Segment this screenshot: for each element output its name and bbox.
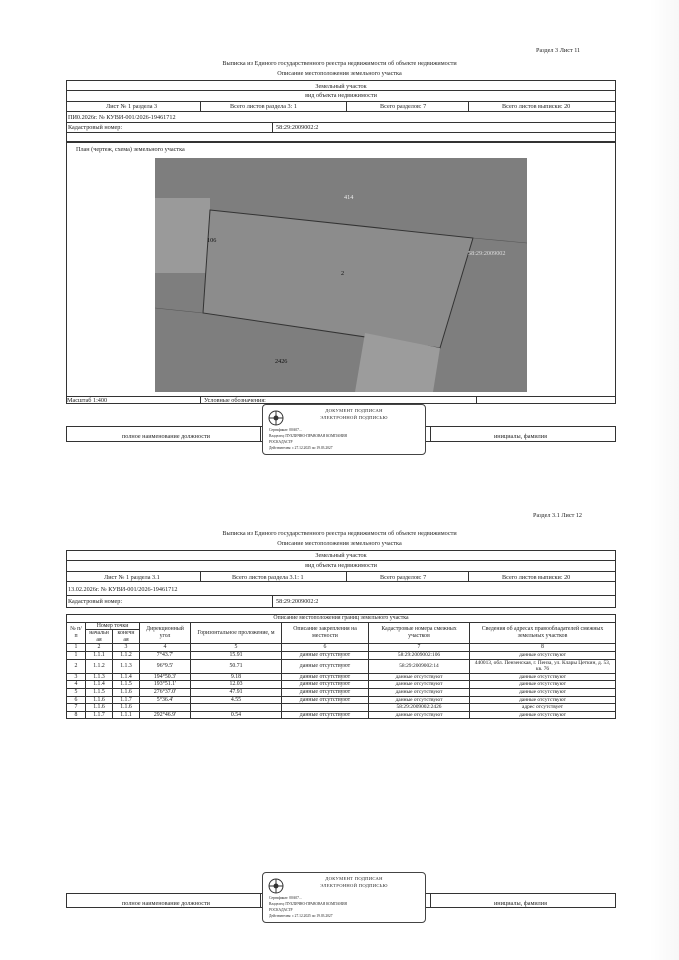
table-cell: 7°43.7' xyxy=(140,651,191,659)
table-cell: 58:29:2009002:106 xyxy=(369,651,470,659)
header-length: Горизонтальное проложение, м xyxy=(191,622,282,644)
col-number: 3 xyxy=(113,644,140,652)
col-number: 6 xyxy=(282,644,369,652)
table-row xyxy=(67,659,616,673)
emblem-icon xyxy=(268,878,284,894)
stamp-certificate: Сертификат: 00A07... xyxy=(269,896,302,900)
table-cell: 12.03 xyxy=(191,681,282,689)
table-cell: 1.1.3 xyxy=(86,673,113,681)
page-subtitle: Описание местоположения земельного участка xyxy=(277,70,402,77)
header-point-no: Номер точки xyxy=(86,622,140,630)
table-cell: данные отсутствуют xyxy=(470,688,616,696)
stamp-owner-2: РОСКАДАСТР xyxy=(269,908,293,912)
table-cell: 5°36.4' xyxy=(140,696,191,704)
stamp-heading-2: ЭЛЕКТРОННОЙ ПОДПИСЬЮ xyxy=(320,883,388,888)
table-cell: 276°37.0' xyxy=(140,688,191,696)
footer-position-label-2: полное наименование должности xyxy=(122,900,210,907)
stamp-heading-1: ДОКУМЕНТ ПОДПИСАН xyxy=(325,876,383,881)
table-cell: 2 xyxy=(67,659,86,673)
sheet-no: Лист № 1 раздела 3 xyxy=(106,103,158,110)
table-cell: 1.1.1 xyxy=(113,711,140,719)
table-cell: 1.1.2 xyxy=(86,659,113,673)
table-cell: 1.1.7 xyxy=(86,711,113,719)
table-cell: данные отсутствуют xyxy=(470,681,616,689)
table-title: Описание местоположения границ земельного участка xyxy=(67,615,616,623)
table-cell: данные отсутствуют xyxy=(369,696,470,704)
plan-label-top: 414 xyxy=(344,194,354,201)
table-row xyxy=(67,696,616,704)
stamp-owner: Владелец: ПУБЛИЧНО-ПРАВОВАЯ КОМПАНИЯ xyxy=(269,902,347,906)
doc-date-number: ПИ0.2026г. № КУВИ-001/2026-19461712 xyxy=(68,114,176,121)
table-cell: данные отсутствуют xyxy=(282,696,369,704)
table-cell: 193°51.1' xyxy=(140,681,191,689)
cadastral-number: 58:29:2009002:2 xyxy=(276,124,319,131)
table-cell: 1.1.6 xyxy=(113,704,140,712)
header-fixing: Описание закрепления на местности xyxy=(282,622,369,644)
table-cell: 1.1.6 xyxy=(86,696,113,704)
table-cell: 1 xyxy=(67,651,86,659)
table-cell: 194°50.3' xyxy=(140,673,191,681)
header-angle: Дирекционный угол xyxy=(140,622,191,644)
plan-label-bottom: 2426 xyxy=(275,358,288,365)
legend-label: Условные обозначения: xyxy=(204,397,266,404)
table-row xyxy=(67,704,616,712)
table-cell: данные отсутствуют xyxy=(470,673,616,681)
table-cell: 1.1.1 xyxy=(86,651,113,659)
table-cell: 47.91 xyxy=(191,688,282,696)
table-cell: 96°9.5' xyxy=(140,659,191,673)
table-cell: 3 xyxy=(67,673,86,681)
table-cell xyxy=(140,704,191,712)
header-owners: Сведения об адресах правообладателей смежных земельных участков xyxy=(470,622,616,644)
scan-edge-shadow xyxy=(649,0,679,960)
table-cell: 7 xyxy=(67,704,86,712)
table-cell: 1.1.5 xyxy=(113,681,140,689)
table-cell xyxy=(191,704,282,712)
table-cell: данные отсутствуют xyxy=(369,681,470,689)
table-cell: 50.71 xyxy=(191,659,282,673)
table-row xyxy=(67,688,616,696)
table-body xyxy=(67,651,616,718)
header-no: № п/п xyxy=(67,622,86,644)
total-sheets-section-2: Всего листов раздела 3.1: 1 xyxy=(232,574,304,581)
table-cell: данные отсутствуют xyxy=(282,681,369,689)
table-cell: 5 xyxy=(67,688,86,696)
col-number: 4 xyxy=(140,644,191,652)
page-subtitle-2: Описание местоположения земельного участка xyxy=(277,540,402,547)
total-sheets-2: Всего листов выписки: 20 xyxy=(502,574,571,581)
stamp-validity: Действителен: с 27.12.2025 по 19.03.2027 xyxy=(269,914,333,918)
table-cell: 9.18 xyxy=(191,673,282,681)
table-cell: данные отсутствуют xyxy=(282,673,369,681)
plan-label-center: 2 xyxy=(341,270,345,277)
cadastral-label-2: Кадастровый номер: xyxy=(68,598,123,605)
sheet-no-2: Лист № 1 раздела 3.1 xyxy=(104,574,160,581)
table-cell: данные отсутствуют xyxy=(470,711,616,719)
total-sections: Всего разделов: 7 xyxy=(380,103,427,110)
table-cell: данные отсутствуют xyxy=(282,659,369,673)
table-cell: 1.1.2 xyxy=(113,651,140,659)
table-row xyxy=(67,681,616,689)
doc-date-number-2: 13.02.2026г. № КУВИ-001/2026-19461712 xyxy=(68,586,178,593)
page-title-2: Выписка из Единого государственного реестра недвижимости об объекте недвижимости xyxy=(222,530,457,537)
object-type-caption: вид объекта недвижимости xyxy=(305,92,377,99)
column-numbers-row xyxy=(67,644,616,652)
table-cell: 1.1.4 xyxy=(86,681,113,689)
footer-position-label: полное наименование должности xyxy=(122,433,210,440)
table-cell: 4 xyxy=(67,681,86,689)
table-cell: 1.1.6 xyxy=(113,688,140,696)
table-cell: данные отсутствуют xyxy=(282,711,369,719)
header-end: конечн ая xyxy=(113,630,140,644)
header-cadnums: Кадастровые номера смежных участков xyxy=(369,622,470,644)
scale-label: Масштаб 1:400 xyxy=(67,397,108,404)
header-start: начальн ая xyxy=(86,630,113,644)
table-cell: 440013, обл. Пензенская, г. Пенза, ул. Клары Цеткин, д. 53, кв. 76 xyxy=(470,659,616,673)
table-cell: 1.1.7 xyxy=(113,696,140,704)
col-number: 1 xyxy=(67,644,86,652)
col-number: 8 xyxy=(470,644,616,652)
cadastral-number-2: 58:29:2009002:2 xyxy=(276,598,319,605)
plan-label-left: 106 xyxy=(207,237,217,244)
plan-label-right: 58:29:2009002 xyxy=(468,250,506,257)
table-cell xyxy=(282,704,369,712)
table-cell: 292°46.9' xyxy=(140,711,191,719)
sheet-info: Раздел 3 Лист 11 xyxy=(536,47,581,54)
total-sheets-section: Всего листов раздела 3: 1 xyxy=(230,103,297,110)
table-cell: 58:29:2009002:14 xyxy=(369,659,470,673)
col-number: 5 xyxy=(191,644,282,652)
table-cell: данные отсутствуют xyxy=(369,688,470,696)
table-cell: данные отсутствуют xyxy=(369,711,470,719)
table-cell: 8 xyxy=(67,711,86,719)
table-cell: 6 xyxy=(67,696,86,704)
emblem-icon xyxy=(268,410,284,426)
plan-drawing xyxy=(155,158,527,392)
boundary-table xyxy=(66,614,616,719)
object-type-2: Земельный участок xyxy=(315,552,367,559)
e-signature-stamp-2 xyxy=(262,872,426,923)
stamp-owner-2: РОСКАДАСТР xyxy=(269,440,293,444)
plan-label: План (чертеж, схема) земельного участка xyxy=(76,146,185,153)
stamp-heading-1: ДОКУМЕНТ ПОДПИСАН xyxy=(325,408,383,413)
col-number: 7 xyxy=(369,644,470,652)
table-cell: 1.1.6 xyxy=(86,704,113,712)
stamp-owner: Владелец: ПУБЛИЧНО-ПРАВОВАЯ КОМПАНИЯ xyxy=(269,434,347,438)
table-cell: адрес отсутствует xyxy=(470,704,616,712)
table-cell: 1.1.4 xyxy=(113,673,140,681)
table-row xyxy=(67,651,616,659)
table-cell: данные отсутствуют xyxy=(470,696,616,704)
table-cell: 4.55 xyxy=(191,696,282,704)
stamp-validity: Действителен: с 27.12.2025 по 19.03.2027 xyxy=(269,446,333,450)
footer-name-label-2: инициалы, фамилия xyxy=(494,900,547,907)
table-cell: 58:29:2009002:2426 xyxy=(369,704,470,712)
table-cell: 0.54 xyxy=(191,711,282,719)
footer-name-label: инициалы, фамилия xyxy=(494,433,547,440)
table-row xyxy=(67,711,616,719)
e-signature-stamp xyxy=(262,404,426,455)
stamp-heading-2: ЭЛЕКТРОННОЙ ПОДПИСЬЮ xyxy=(320,415,388,420)
page-title: Выписка из Единого государственного реестра недвижимости об объекте недвижимости xyxy=(222,60,457,67)
table-cell: данные отсутствуют xyxy=(282,688,369,696)
table-cell: 1.1.5 xyxy=(86,688,113,696)
object-type: Земельный участок xyxy=(315,83,367,90)
table-row xyxy=(67,673,616,681)
stamp-certificate: Сертификат: 00A07... xyxy=(269,428,302,432)
table-cell: данные отсутствуют xyxy=(369,673,470,681)
total-sections-2: Всего разделов: 7 xyxy=(380,574,427,581)
table-cell: 15.91 xyxy=(191,651,282,659)
table-cell: данные отсутствуют xyxy=(470,651,616,659)
total-sheets: Всего листов выписки: 20 xyxy=(502,103,571,110)
table-cell: 1.1.3 xyxy=(113,659,140,673)
sheet-info-2: Раздел 3.1 Лист 12 xyxy=(533,512,583,519)
col-number: 2 xyxy=(86,644,113,652)
table-cell: данные отсутствуют xyxy=(282,651,369,659)
cadastral-label: Кадастровый номер: xyxy=(68,124,123,131)
object-type-caption-2: вид объекта недвижимости xyxy=(305,562,377,569)
